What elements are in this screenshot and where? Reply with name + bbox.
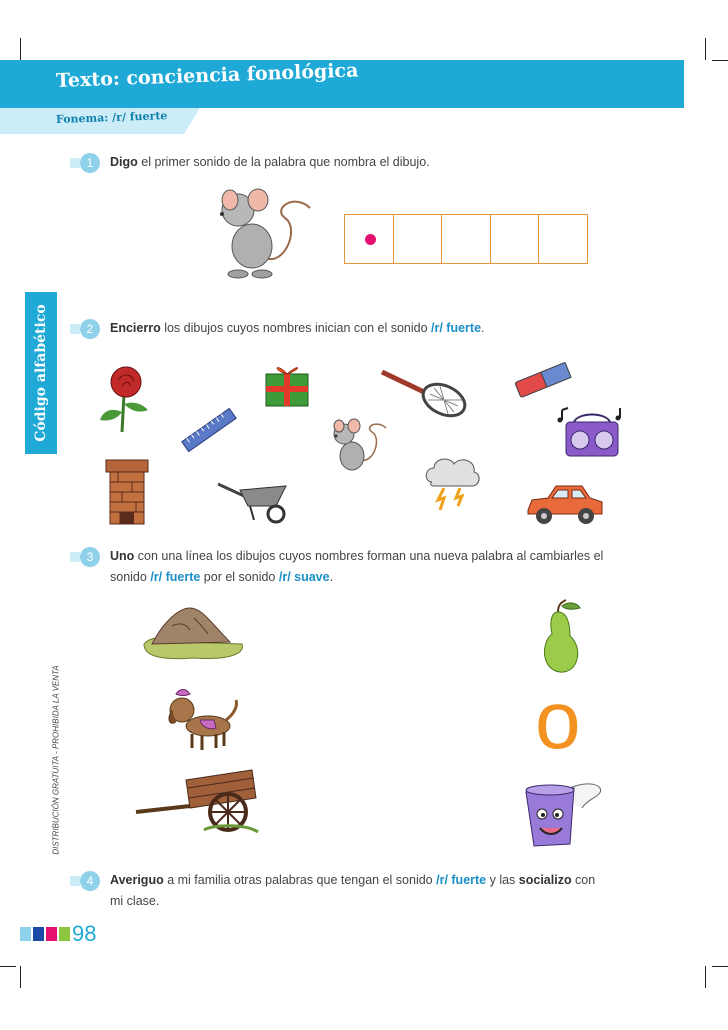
footer-color-square [46,927,57,941]
sound-box[interactable] [491,215,540,263]
activity-2-text: los dibujos cuyos nombres inician con el sonido [160,321,432,335]
activity-4-instruction [110,870,610,912]
crop-mark [0,966,16,967]
sound-box[interactable] [539,215,587,263]
footer-color-square [20,927,31,941]
crop-mark [705,966,706,988]
radio-icon[interactable] [552,404,632,460]
glass-icon[interactable] [520,778,606,848]
activity-4-phoneme: /r/ fuerte [436,873,487,887]
sound-box[interactable] [345,215,394,263]
page-title: Texto: conciencia fonológica [55,59,359,92]
activity-4-mid: y las [486,873,519,887]
activity-4-end: con mi clase. [110,873,596,908]
eraser-icon[interactable] [512,362,574,398]
activity-3-phoneme: /r/ fuerte [150,570,201,584]
activity-3-phoneme-2: /r/ suave [278,570,330,584]
activity-2-instruction [110,318,610,339]
activity-number-4: 4 [80,871,100,891]
tower-icon[interactable] [98,456,154,526]
activity-3-text: con una línea los dibujos cuyos nombres forman una nueva palabra al cambiarles el sonido [110,549,604,584]
dog-icon[interactable] [162,680,242,752]
activity-2-verb: Encierro [110,321,161,335]
start-dot [365,234,376,245]
hill-icon[interactable] [142,604,248,662]
crop-mark [705,38,706,60]
footer-color-square [33,927,44,941]
section-tab-label: Código alfabético [33,304,49,442]
activity-4-text: a mi familia otras palabras que tengan el sonido [163,873,437,887]
wheelbarrow-icon[interactable] [214,476,294,524]
footer-color-square [59,927,70,941]
activity-1-instruction [110,152,610,173]
activity-3-verb: Uno [110,549,135,563]
legal-note: DISTRIBUCIÓN GRATUITA - PROHIBIDA LA VENTA [51,665,61,855]
sound-boxes[interactable] [344,214,588,264]
pear-icon[interactable] [536,598,586,676]
page-subtitle: Fonema: /r/ fuerte [55,109,168,126]
activity-number-2: 2 [80,319,100,339]
page-number: 98 [72,921,97,946]
crop-mark [20,966,21,988]
letter-o: o [535,675,581,766]
sound-box[interactable] [442,215,491,263]
activity-4-verb: Averiguo [110,873,164,887]
cloud-icon[interactable] [422,452,484,514]
crop-mark [20,38,21,60]
activity-3-end: . [329,570,334,584]
activity-4-verb-2: socializo [518,873,572,887]
crop-mark [712,60,728,61]
activity-2-end: . [481,321,485,335]
activity-3-instruction [110,546,610,588]
crop-mark [712,966,728,967]
racket-icon[interactable] [378,366,470,418]
sound-box[interactable] [394,215,443,263]
cart-icon[interactable] [134,766,264,838]
gift-icon[interactable] [262,360,314,408]
activity-1-verb: Digo [110,155,138,169]
rose-icon[interactable] [96,364,158,434]
activity-1-text: el primer sonido de la palabra que nombra el dibujo. [137,155,430,169]
car-icon[interactable] [524,482,606,528]
ruler-icon[interactable] [180,404,238,456]
mouse-icon [200,188,320,280]
activity-number-1: 1 [80,153,100,173]
activity-2-phoneme: /r/ fuerte [431,321,482,335]
activity-3-mid: por el sonido [200,570,279,584]
mouse-icon[interactable] [320,418,392,476]
activity-number-3: 3 [80,547,100,567]
